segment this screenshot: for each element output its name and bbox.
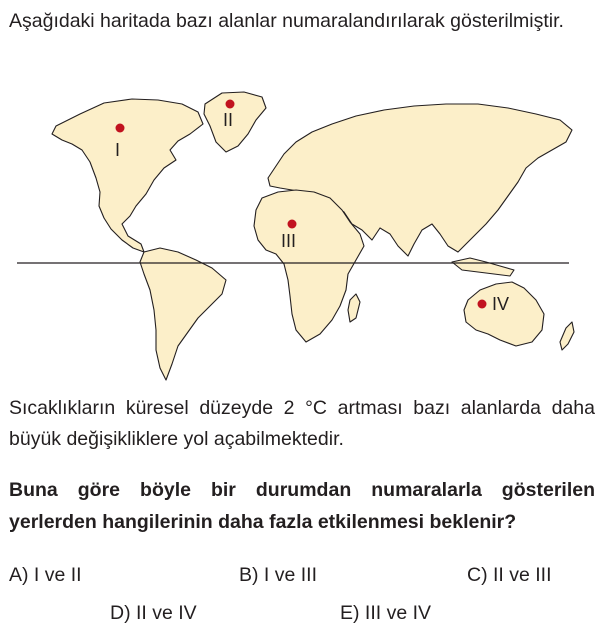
option-e[interactable]: E) III ve IV [340,602,432,624]
marker-iv-label: IV [492,294,510,314]
option-d[interactable]: D) II ve IV [110,602,197,624]
new-zealand-landmass [560,322,574,350]
question-intro: Aşağıdaki haritada bazı alanlar numaralandırılarak gösterilmiştir. [9,10,564,32]
north-america-landmass [52,99,203,252]
question-prompt: Buna göre böyle bir durumdan numaralarla gösterilen yerlerden hangilerinin daha fazla etkilenmesi beklenir? [9,479,595,533]
question-statement: Sıcaklıkların küresel düzeyde 2 °C artması bazı alanlarda daha büyük değişikliklere yol açabilmektedir. [9,397,595,450]
south-america-landmass [140,248,226,380]
option-c[interactable]: C) II ve III [467,564,552,586]
marker-iv-dot [478,300,487,309]
australia-landmass [464,282,544,346]
indonesia-islands [452,258,514,276]
marker-iii-label: III [281,231,297,251]
marker-i-dot [116,124,125,133]
marker-i-label: I [115,140,121,160]
option-a[interactable]: A) I ve II [9,564,82,586]
world-map [0,85,603,385]
greenland-landmass [204,92,266,152]
marker-ii-dot [226,100,235,109]
option-b[interactable]: B) I ve III [239,564,318,586]
marker-iii-dot [288,220,297,229]
marker-ii-label: II [223,110,234,130]
madagascar-landmass [348,294,360,322]
